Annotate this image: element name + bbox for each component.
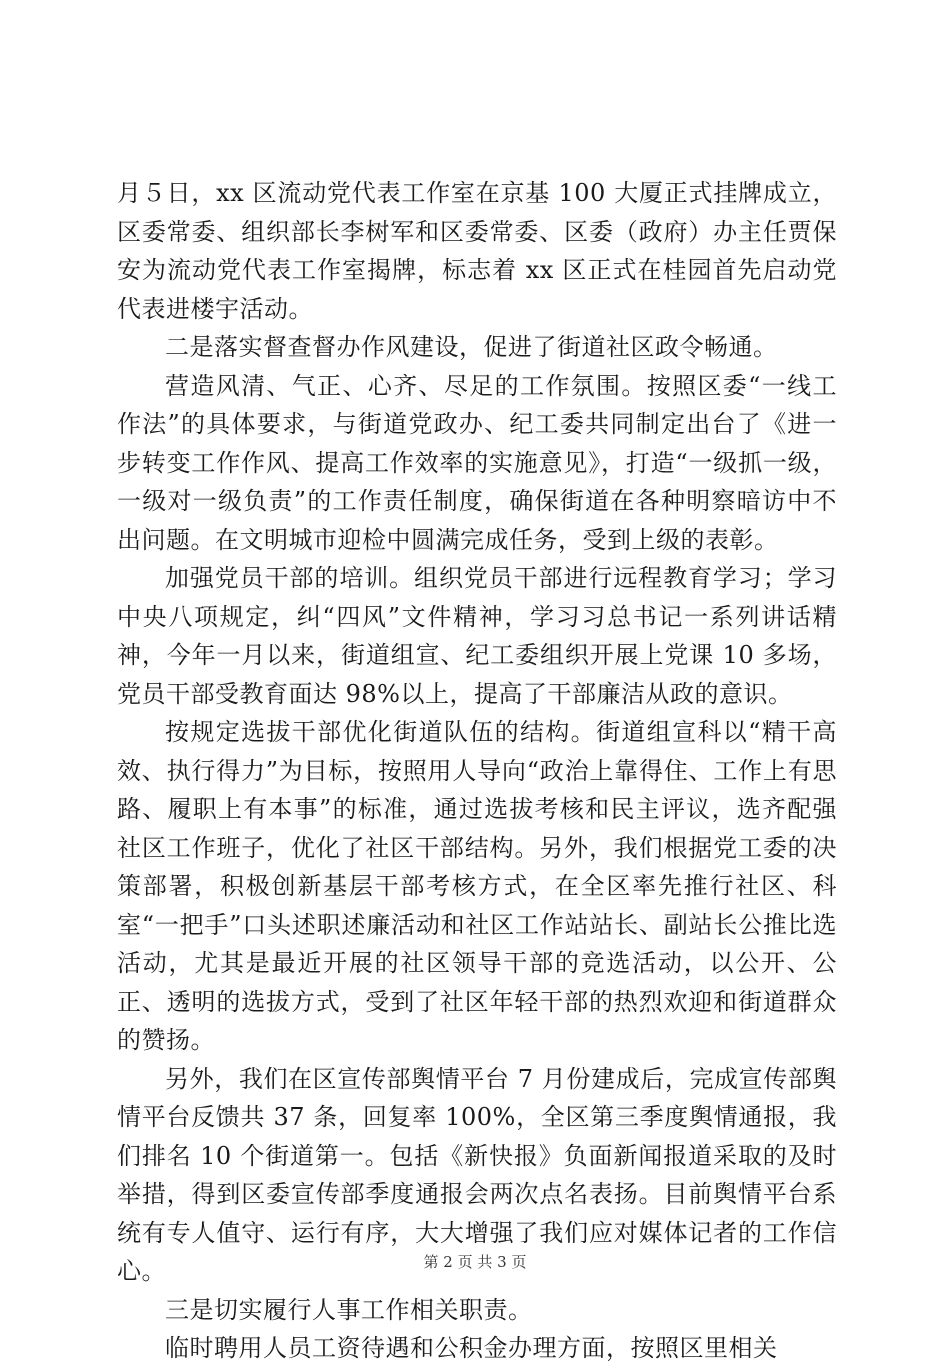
page-number-footer: 第 2 页 共 3 页 — [423, 1253, 527, 1271]
paragraph-section-heading-3: 三是切实履行人事工作相关职责。 — [165, 1295, 533, 1324]
paragraph-temp-staff: 临时聘用人员工资待遇和公积金办理方面，按照区里相关 — [165, 1334, 778, 1362]
paragraph-continuation: 月５日，xx 区流动党代表工作室在京基 100 大厦正式挂牌成立，区委常委、组织部长李树军和区委常委、区委（政府）办主任贾保安为流动党代表工作室揭牌，标志着 xx 区正式在桂园首先启动党代表进楼宇活动。 — [117, 179, 837, 323]
paragraph-work-atmosphere: 营造风清、气正、心齐、尽足的工作氛围。按照区委“一线工作法”的具体要求，与街道党政办、纪工委共同制定出台了《进一步转变工作作风、提高工作效率的实施意见》，打造“一级抓一级，一级对一级负责”的工作责任制度，确保街道在各种明察暗访中不出问题。在文明城市迎检中圆满完成任务，受到上级的表彰。 — [117, 371, 837, 554]
paragraph-public-opinion: 另外，我们在区宣传部舆情平台 7 月份建成后，完成宣传部舆情平台反馈共 37 条，回复率 100%，全区第三季度舆情通报，我们排名 10 个街道第一。包括《新快报》负面新闻报道采取的及时举措，得到区委宣传部季度通报会两次点名表扬。目前舆情平台系统有专人值守、运行有序，大大增强了我们应对媒体记者的工作信心。 — [117, 1064, 837, 1285]
paragraph-section-heading-2: 二是落实督查督办作风建设，促进了街道社区政令畅通。 — [165, 333, 778, 361]
document-body — [117, 174, 837, 1368]
paragraph-cadre-selection: 按规定选拔干部优化街道队伍的结构。街道组宣科以“精干高效、执行得力”为目标，按照用人导向“政治上靠得住、工作上有思路、履职上有本事”的标准，通过选拔考核和民主评议，选齐配强社区工作班子，优化了社区干部结构。另外，我们根据党工委的决策部署，积极创新基层干部考核方式，在全区率先推行社区、科室“一把手”口头述职述廉活动和社区工作站站长、副站长公推比选活动，尤其是最近开展的社区领导干部的竞选活动，以公开、公正、透明的选拔方式，受到了社区年轻干部的热烈欢迎和街道群众的赞扬。 — [117, 718, 837, 1054]
paragraph-cadre-training: 加强党员干部的培训。组织党员干部进行远程教育学习；学习中央八项规定，纠“四风”文件精神，学习习总书记一系列讲话精神，今年一月以来，街道组宣、纪工委组织开展上党课 10 多场，党员干部受教育面达 98%以上，提高了干部廉洁从政的意识。 — [117, 564, 837, 708]
